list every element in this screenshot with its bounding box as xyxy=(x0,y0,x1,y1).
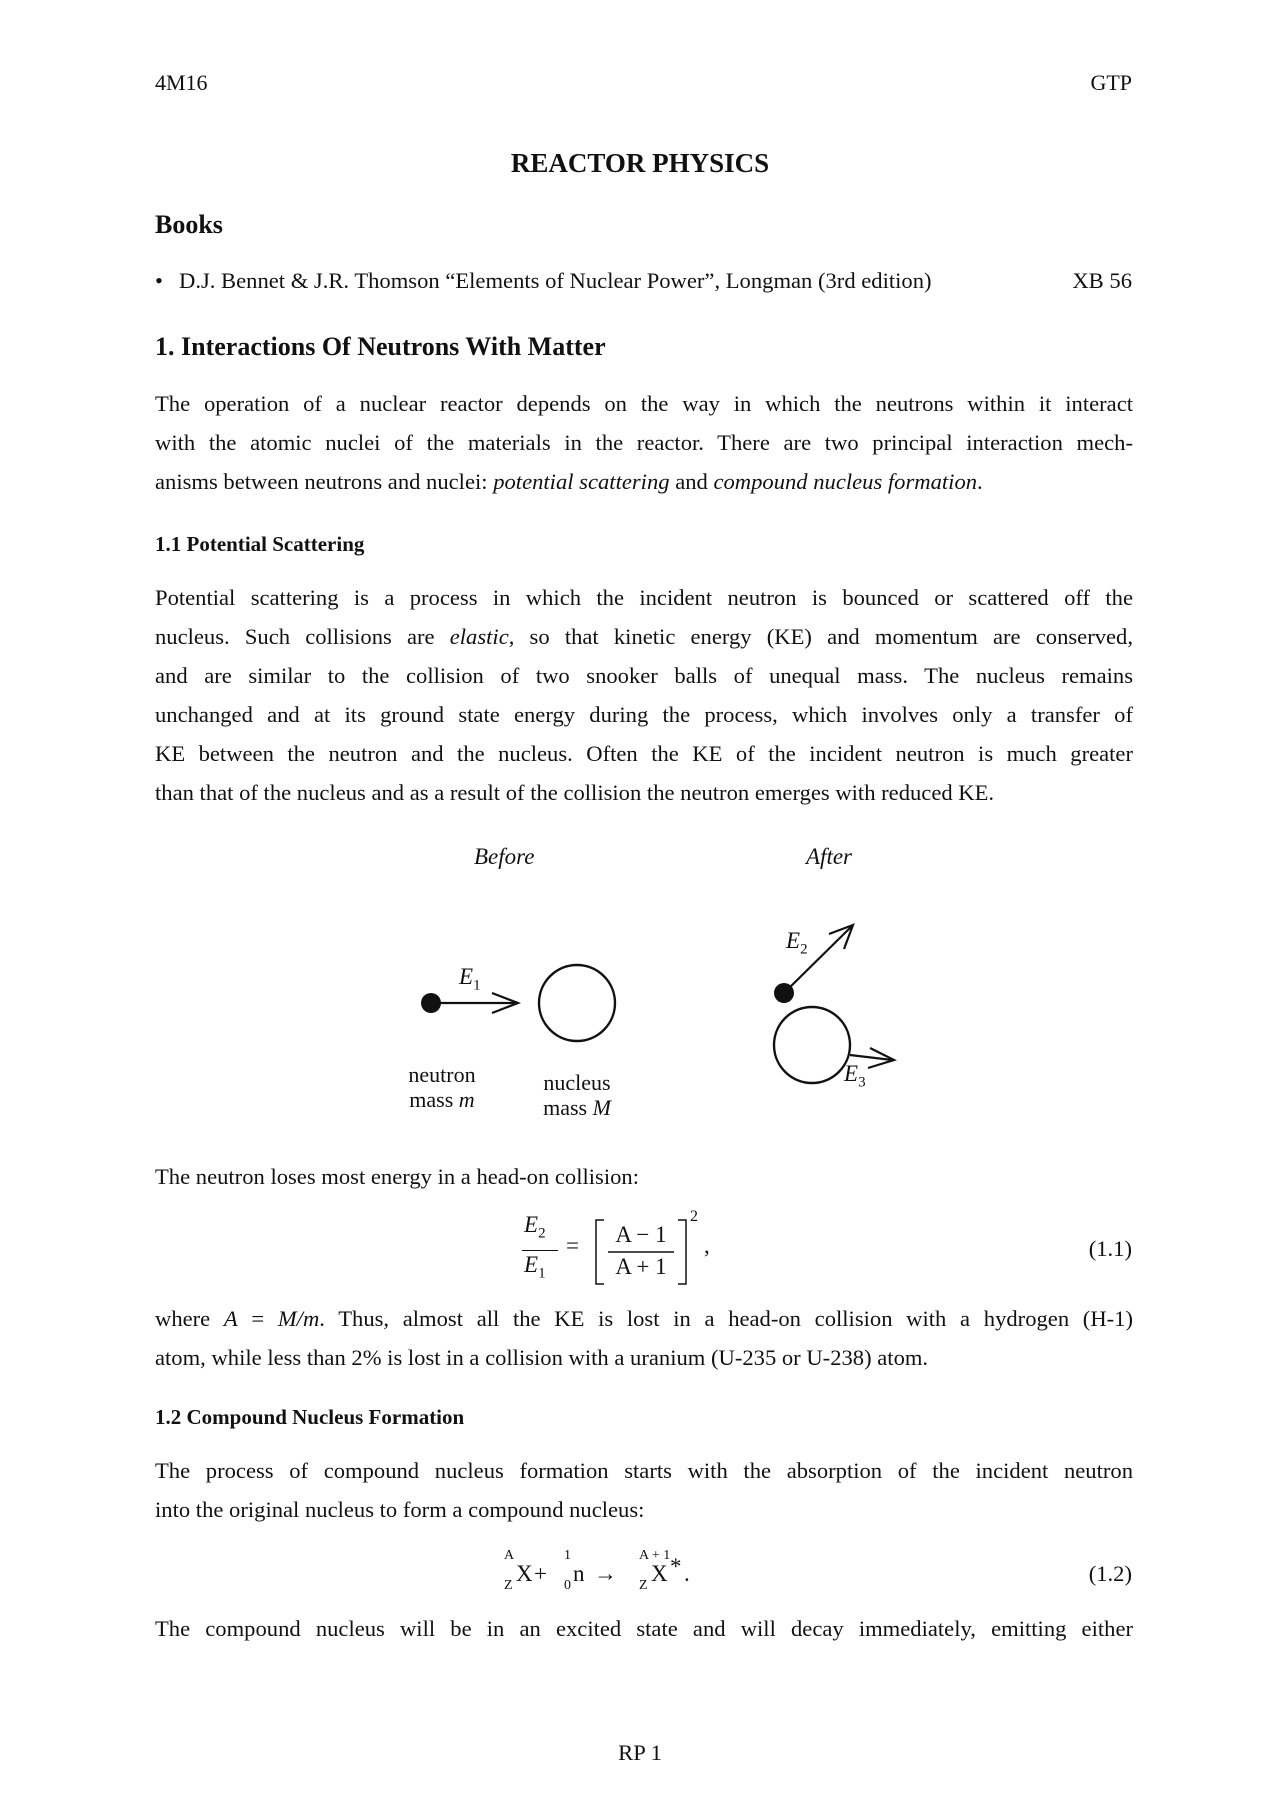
text-line: unchanged and at its ground state energy during the process, which involves only a transfer of xyxy=(155,702,1133,727)
nucleus-after xyxy=(774,1007,850,1083)
eq-exponent: 2 xyxy=(690,1208,698,1225)
eq-x: X xyxy=(516,1561,533,1586)
text-line: where A = M/m. Thus, almost all the KE is lost in a head-on collision with a hydrogen (H-1) xyxy=(155,1306,1133,1331)
header-right: GTP xyxy=(1090,70,1132,95)
text-line: than that of the nucleus and as a result of the collision the neutron emerges with reduced KE. xyxy=(155,780,995,805)
bullet-icon: • xyxy=(155,268,163,293)
text-line: The compound nucleus will be in an excited state and will decay immediately, emitting either xyxy=(155,1616,1133,1641)
before-label: Before xyxy=(474,844,535,869)
eq-frac-num: A − 1 xyxy=(615,1222,667,1247)
text-line: The neutron loses most energy in a head-on collision: xyxy=(155,1164,639,1189)
after-label: After xyxy=(806,844,852,869)
e3-label: $E_3$ xyxy=(844,1061,866,1091)
text-line: nucleus. Such collisions are elastic, so that kinetic energy (KE) and momentum are conserved, xyxy=(155,624,1133,649)
eq-n: n xyxy=(573,1561,585,1586)
text-line: The operation of a nuclear reactor depends on the way in which the neutrons within it interact xyxy=(155,391,1133,416)
page-footer: RP 1 xyxy=(618,1740,662,1765)
header-left: 4M16 xyxy=(155,70,208,95)
nucleus-caption: nucleus mass M xyxy=(543,1070,611,1120)
page-title: REACTOR PHYSICS xyxy=(510,148,770,178)
eq-fraction-bar xyxy=(522,1250,558,1251)
equation-1-2 xyxy=(502,1548,762,1608)
where-paragraph xyxy=(155,1299,1133,1377)
text-line: Potential scattering is a process in which the incident neutron is bounced or scattered off the xyxy=(155,585,1133,610)
eq-equals: = xyxy=(566,1233,579,1258)
section-1-intro xyxy=(155,384,1133,501)
book-text: D.J. Bennet & J.R. Thomson “Elements of Nuclear Power”, Longman (3rd edition) xyxy=(179,268,932,293)
head-on-text xyxy=(155,1157,1133,1196)
arrow-icon: → xyxy=(594,1561,617,1586)
eq-superscript-a1: A + 1 xyxy=(639,1548,671,1563)
text-line: KE between the neutron and the nucleus. Often the KE of the incident neutron is much greater xyxy=(155,741,1133,766)
eq-x2: X xyxy=(651,1561,668,1586)
section-1-1-heading: 1.1 Potential Scattering xyxy=(155,532,365,556)
text-line: anisms between neutrons and nuclei: potential scattering and compound nucleus formation. xyxy=(155,469,983,494)
equation-1-2-number: (1.2) xyxy=(1088,1561,1132,1586)
eq-period: . xyxy=(684,1561,690,1586)
book-code: XB 56 xyxy=(1072,268,1132,293)
eq-plus: + xyxy=(534,1561,547,1586)
e2-label: $E_2$ xyxy=(786,928,808,958)
neutron-caption: neutron mass m xyxy=(408,1062,476,1112)
figure-drawing xyxy=(0,840,1280,1130)
eq-den-e1: $E_1$ xyxy=(524,1252,546,1282)
text-line: atom, while less than 2% is lost in a collision with a uranium (U-235 or U-238) atom. xyxy=(155,1345,929,1370)
eq-superscript-a: A xyxy=(504,1548,515,1563)
equation-1-1-number: (1.1) xyxy=(1088,1236,1132,1261)
eq-num-e2: $E_2$ xyxy=(524,1212,546,1242)
eq-star: * xyxy=(670,1554,682,1579)
equation-1-1 xyxy=(522,1208,742,1292)
books-heading: Books xyxy=(155,210,223,239)
section-1-heading: 1. Interactions Of Neutrons With Matter xyxy=(155,332,606,361)
eq-frac-den: A + 1 xyxy=(615,1254,667,1279)
compound-decay-text xyxy=(155,1609,1133,1648)
eq-subscript-0: 0 xyxy=(564,1578,571,1593)
eq-comma: , xyxy=(704,1233,710,1258)
text-line: with the atomic nuclei of the materials in the reactor. There are two principal interaction mech- xyxy=(155,430,1133,455)
eq-superscript-1: 1 xyxy=(564,1548,571,1563)
eq-subscript-z: Z xyxy=(504,1578,513,1593)
book-item xyxy=(155,268,932,294)
e1-label: $E_1$ xyxy=(459,964,481,994)
section-1-1-paragraph xyxy=(155,578,1133,812)
section-1-2-heading: 1.2 Compound Nucleus Formation xyxy=(155,1405,465,1429)
nucleus-before xyxy=(539,965,615,1041)
text-line: into the original nucleus to form a compound nucleus: xyxy=(155,1497,645,1522)
text-line: The process of compound nucleus formation starts with the absorption of the incident neutron xyxy=(155,1458,1133,1483)
section-1-2-paragraph xyxy=(155,1451,1133,1529)
eq-subscript-z2: Z xyxy=(639,1578,648,1593)
scattering-figure xyxy=(0,840,1280,1130)
text-line: and are similar to the collision of two snooker balls of unequal mass. The nucleus remains xyxy=(155,663,1133,688)
